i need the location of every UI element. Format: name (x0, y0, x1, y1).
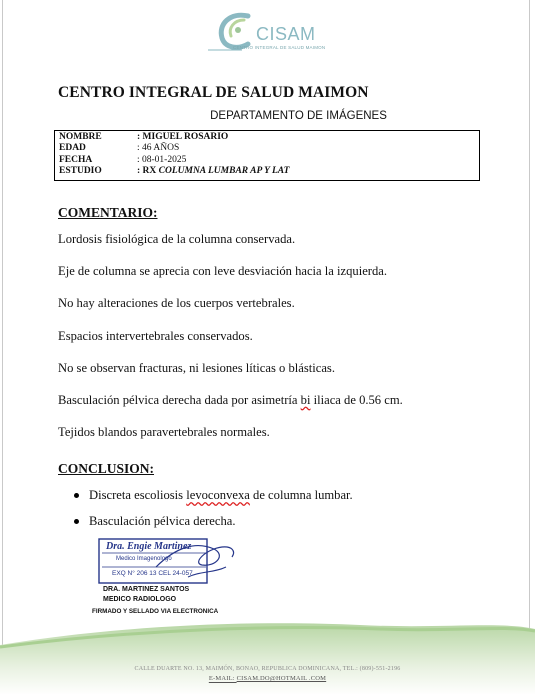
finding-line: Lordosis fisiológica de la columna conservada. (58, 232, 296, 246)
pelvic-post: iliaca de 0.56 cm. (310, 392, 403, 407)
signature-name: DRA. MARTINEZ SANTOS (103, 586, 190, 593)
study-value (137, 166, 289, 177)
footer-wave-icon (0, 615, 535, 695)
study-label: ESTUDIO (59, 166, 102, 177)
patient-age-row (59, 143, 475, 154)
cisam-logo (208, 10, 338, 55)
conclusion-item: Basculación pélvica derecha. (74, 513, 353, 530)
page-title: CENTRO INTEGRAL DE SALUD MAIMON (58, 84, 369, 101)
finding-line: No hay alteraciones de los cuerpos vertebrales. (58, 296, 295, 311)
logo-brand: CISAM (256, 24, 316, 44)
date-label: FECHA (59, 154, 93, 165)
patient-name-row (59, 132, 475, 143)
email-link[interactable]: CISAM.DO@HOTMAIL .COM (236, 675, 327, 682)
patient-study-row (59, 166, 475, 177)
finding-line: Tejidos blandos paravertebrales normales. (58, 425, 270, 440)
email-prefix: E-MAIL: (208, 675, 237, 682)
conclusion-pre: Discreta escoliosis (89, 488, 187, 502)
conclusion-list (74, 487, 353, 539)
logo-tagline: CENTRO INTEGRAL DE SALUD MAIMON (233, 45, 326, 50)
spellcheck-word: bi (300, 392, 311, 407)
footer-email (0, 675, 535, 682)
conclusion-title: CONCLUSION: (58, 461, 155, 476)
age-value: : 46 AÑOS (137, 143, 180, 154)
footer-address: CALLE DUARTE NO. 13, MAIMÓN, BONAO, REPUBLICA DOMINICANA, TEL.: (809)-551-2196 (134, 666, 401, 672)
pelvic-pre: Basculación pélvica derecha dada por asimetría (58, 392, 301, 407)
finding-line: Eje de columna se aprecia con leve desviación hacia la izquierda. (58, 264, 388, 279)
stamp-role: Medico Imagenologo (116, 556, 172, 562)
department-name: DEPARTAMENTO DE IMÁGENES (210, 110, 387, 122)
findings-list (58, 231, 498, 456)
age-label: EDAD (59, 143, 86, 154)
finding-pelvic (58, 392, 498, 410)
comments-title: COMENTARIO: (58, 205, 158, 220)
finding-line: No se observan fracturas, ni lesiones líticas o blásticas. (58, 360, 335, 375)
date-value: : 08-01-2025 (137, 154, 187, 165)
finding-line: Espacios intervertebrales conservados. (58, 328, 253, 343)
patient-info-box (54, 130, 480, 181)
stamp-name: Dra. Engie Martinez (106, 541, 192, 552)
study-prefix: : RX (137, 166, 159, 177)
conclusion-post: de columna lumbar. (249, 488, 353, 502)
signature-block (103, 585, 189, 604)
patient-date-row (59, 155, 475, 166)
name-label: NOMBRE (59, 132, 102, 142)
study-name: COLUMNA LUMBAR AP Y LAT (158, 166, 290, 177)
doctor-stamp (96, 537, 244, 587)
signature-note: FIRMADO Y SELLADO VIA ELECTRONICA (92, 608, 219, 615)
conclusion-item (74, 487, 353, 504)
spellcheck-word: levoconvexa (186, 488, 250, 502)
signature-role: MEDICO RADIOLOGO (103, 595, 177, 603)
stamp-exequatur: EXQ N° 206 13 CEL 24-057 (112, 570, 193, 577)
name-value: : MIGUEL ROSARIO (137, 132, 229, 142)
